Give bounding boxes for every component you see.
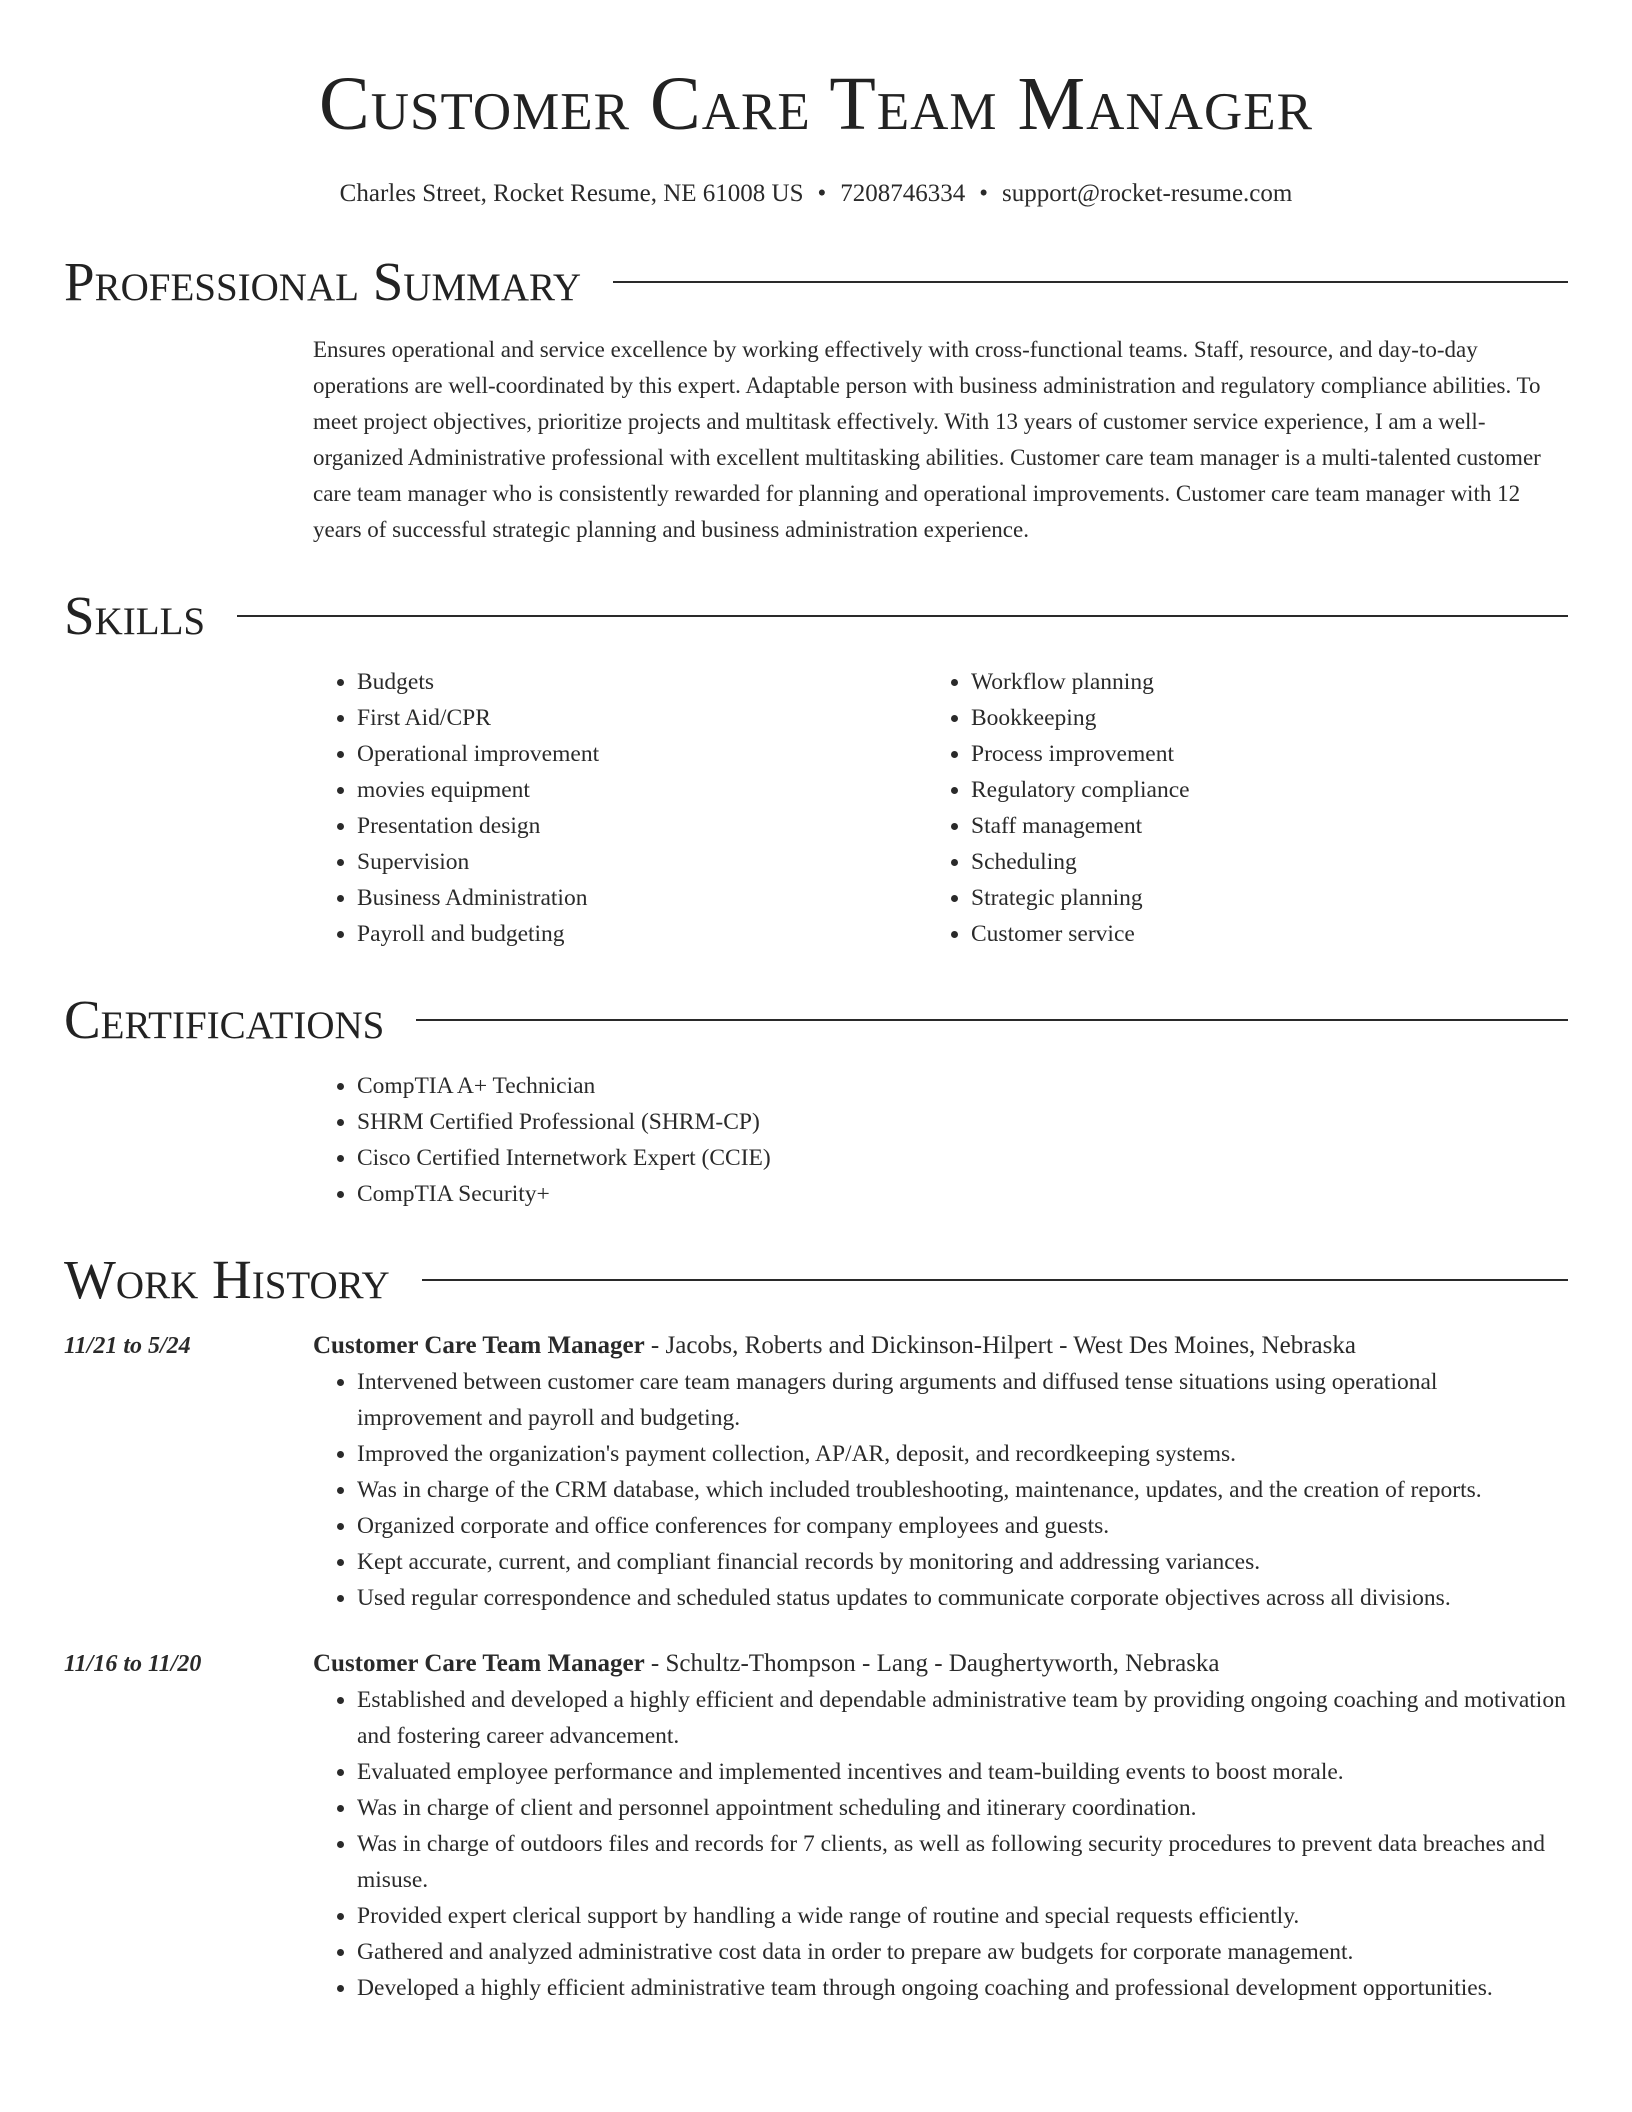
job-title: Customer Care Team Manager <box>313 1650 645 1677</box>
job-duty: • Established and developed a highly efficient and dependable administrative team by providing ongoing coaching and motivation and fostering career advancement. <box>357 1682 1568 1754</box>
job-employer: - Schultz-Thompson - Lang - Daughertyworth, Nebraska <box>644 1650 1220 1677</box>
contact-address: Charles Street, Rocket Resume, NE 61008 US <box>339 180 804 207</box>
certification-item: • Cisco Certified Internetwork Expert (CCIE) <box>357 1140 1568 1176</box>
job-title: Customer Care Team Manager <box>313 1332 645 1359</box>
contact-email: support@rocket-resume.com <box>1002 180 1293 207</box>
skill-item: • movies equipment <box>357 772 927 808</box>
section-title-summary: Professional Summary <box>64 251 582 312</box>
job-entry <box>64 1646 1568 2006</box>
job-heading <box>313 1646 1568 1682</box>
job-duties-list <box>313 1682 1568 2006</box>
skills-section-header <box>64 584 1568 648</box>
job-duty: • Developed a highly efficient administrative team through ongoing coaching and professional development opportunities. <box>357 1970 1568 2006</box>
job-duty: • Evaluated employee performance and implemented incentives and team-building events to boost morale. <box>357 1754 1568 1790</box>
skill-item: • Customer service <box>971 916 1541 952</box>
skill-item: • Workflow planning <box>971 664 1541 700</box>
section-divider <box>416 1019 1568 1021</box>
skill-item: • Supervision <box>357 844 927 880</box>
skill-item: • Strategic planning <box>971 880 1541 916</box>
skill-item: • Regulatory compliance <box>971 772 1541 808</box>
skill-item: • Payroll and budgeting <box>357 916 927 952</box>
skills-column-left <box>313 664 927 952</box>
skills-list-right <box>927 664 1541 952</box>
job-duty: • Used regular correspondence and scheduled status updates to communicate corporate objectives across all divisions. <box>357 1580 1568 1616</box>
job-duty: • Organized corporate and office conferences for company employees and guests. <box>357 1508 1568 1544</box>
section-title-certifications: Certifications <box>64 989 385 1050</box>
contact-line <box>64 178 1568 210</box>
skills-grid <box>313 664 1568 952</box>
certification-item: • CompTIA A+ Technician <box>357 1068 1568 1104</box>
skill-item: • Operational improvement <box>357 736 927 772</box>
job-duties-list <box>313 1364 1568 1616</box>
job-entry <box>64 1328 1568 1616</box>
skill-item: • Budgets <box>357 664 927 700</box>
job-details <box>313 1328 1568 1616</box>
skill-item: • Presentation design <box>357 808 927 844</box>
certification-item: • SHRM Certified Professional (SHRM-CP) <box>357 1104 1568 1140</box>
job-dates: 11/16 to 11/20 <box>64 1651 202 1677</box>
certifications-body <box>313 1068 1568 1212</box>
job-duty: • Was in charge of outdoors files and records for 7 clients, as well as following security procedures to prevent data breaches and misuse. <box>357 1826 1568 1898</box>
skill-item: • Business Administration <box>357 880 927 916</box>
job-duty: • Gathered and analyzed administrative cost data in order to prepare aw budgets for corporate management. <box>357 1934 1568 1970</box>
skill-item: • First Aid/CPR <box>357 700 927 736</box>
resume-header <box>64 56 1568 210</box>
contact-phone: 7208746334 <box>840 180 966 207</box>
section-title-skills: Skills <box>64 585 206 646</box>
skill-item: • Staff management <box>971 808 1541 844</box>
job-duty: • Improved the organization's payment collection, AP/AR, deposit, and recordkeeping systems. <box>357 1436 1568 1472</box>
certifications-list <box>313 1068 1568 1212</box>
skill-item: • Bookkeeping <box>971 700 1541 736</box>
summary-section-header <box>64 250 1568 314</box>
skills-column-right <box>927 664 1541 952</box>
contact-separator: • <box>817 180 827 207</box>
skill-item: • Process improvement <box>971 736 1541 772</box>
certifications-section-header <box>64 988 1568 1052</box>
section-title-work-history: Work History <box>64 1249 390 1310</box>
section-divider <box>237 615 1568 617</box>
skills-list-left <box>313 664 927 952</box>
candidate-name: Customer Care Team Manager <box>319 62 1313 146</box>
job-duty: • Intervened between customer care team managers during arguments and diffused tense situations using operational improvement and payroll and budgeting. <box>357 1364 1568 1436</box>
job-duty: • Was in charge of the CRM database, which included troubleshooting, maintenance, updates, and the creation of reports. <box>357 1472 1568 1508</box>
contact-separator: • <box>979 180 989 207</box>
job-dates: 11/21 to 5/24 <box>64 1333 191 1359</box>
section-divider <box>613 281 1568 283</box>
section-divider <box>422 1279 1568 1281</box>
job-employer: - Jacobs, Roberts and Dickinson-Hilpert - West Des Moines, Nebraska <box>644 1332 1356 1359</box>
job-details <box>313 1646 1568 2006</box>
job-duty: • Was in charge of client and personnel appointment scheduling and itinerary coordination. <box>357 1790 1568 1826</box>
summary-text: Ensures operational and service excellence by working effectively with cross-functional teams. Staff, resource, and day-to-day operations are well-coordinated by this expert. Adaptable person with business administration and regulatory compliance abilities. To meet project objectives, prioritize projects and multitask effectively. With 13 years of customer service experience, I am a well-organized Administrative professional with excellent multitasking abilities. Customer care team manager is a multi-talented customer care team manager who is consistently rewarded for planning and operational improvements. Customer care team manager with 12 years of successful strategic planning and business administration experience. <box>313 337 1541 542</box>
certification-item: • CompTIA Security+ <box>357 1176 1568 1212</box>
job-heading <box>313 1328 1568 1364</box>
job-duty: • Provided expert clerical support by handling a wide range of routine and special requests efficiently. <box>357 1898 1568 1934</box>
job-duty: • Kept accurate, current, and compliant financial records by monitoring and addressing variances. <box>357 1544 1568 1580</box>
skill-item: • Scheduling <box>971 844 1541 880</box>
work-history-section-header <box>64 1248 1568 1312</box>
